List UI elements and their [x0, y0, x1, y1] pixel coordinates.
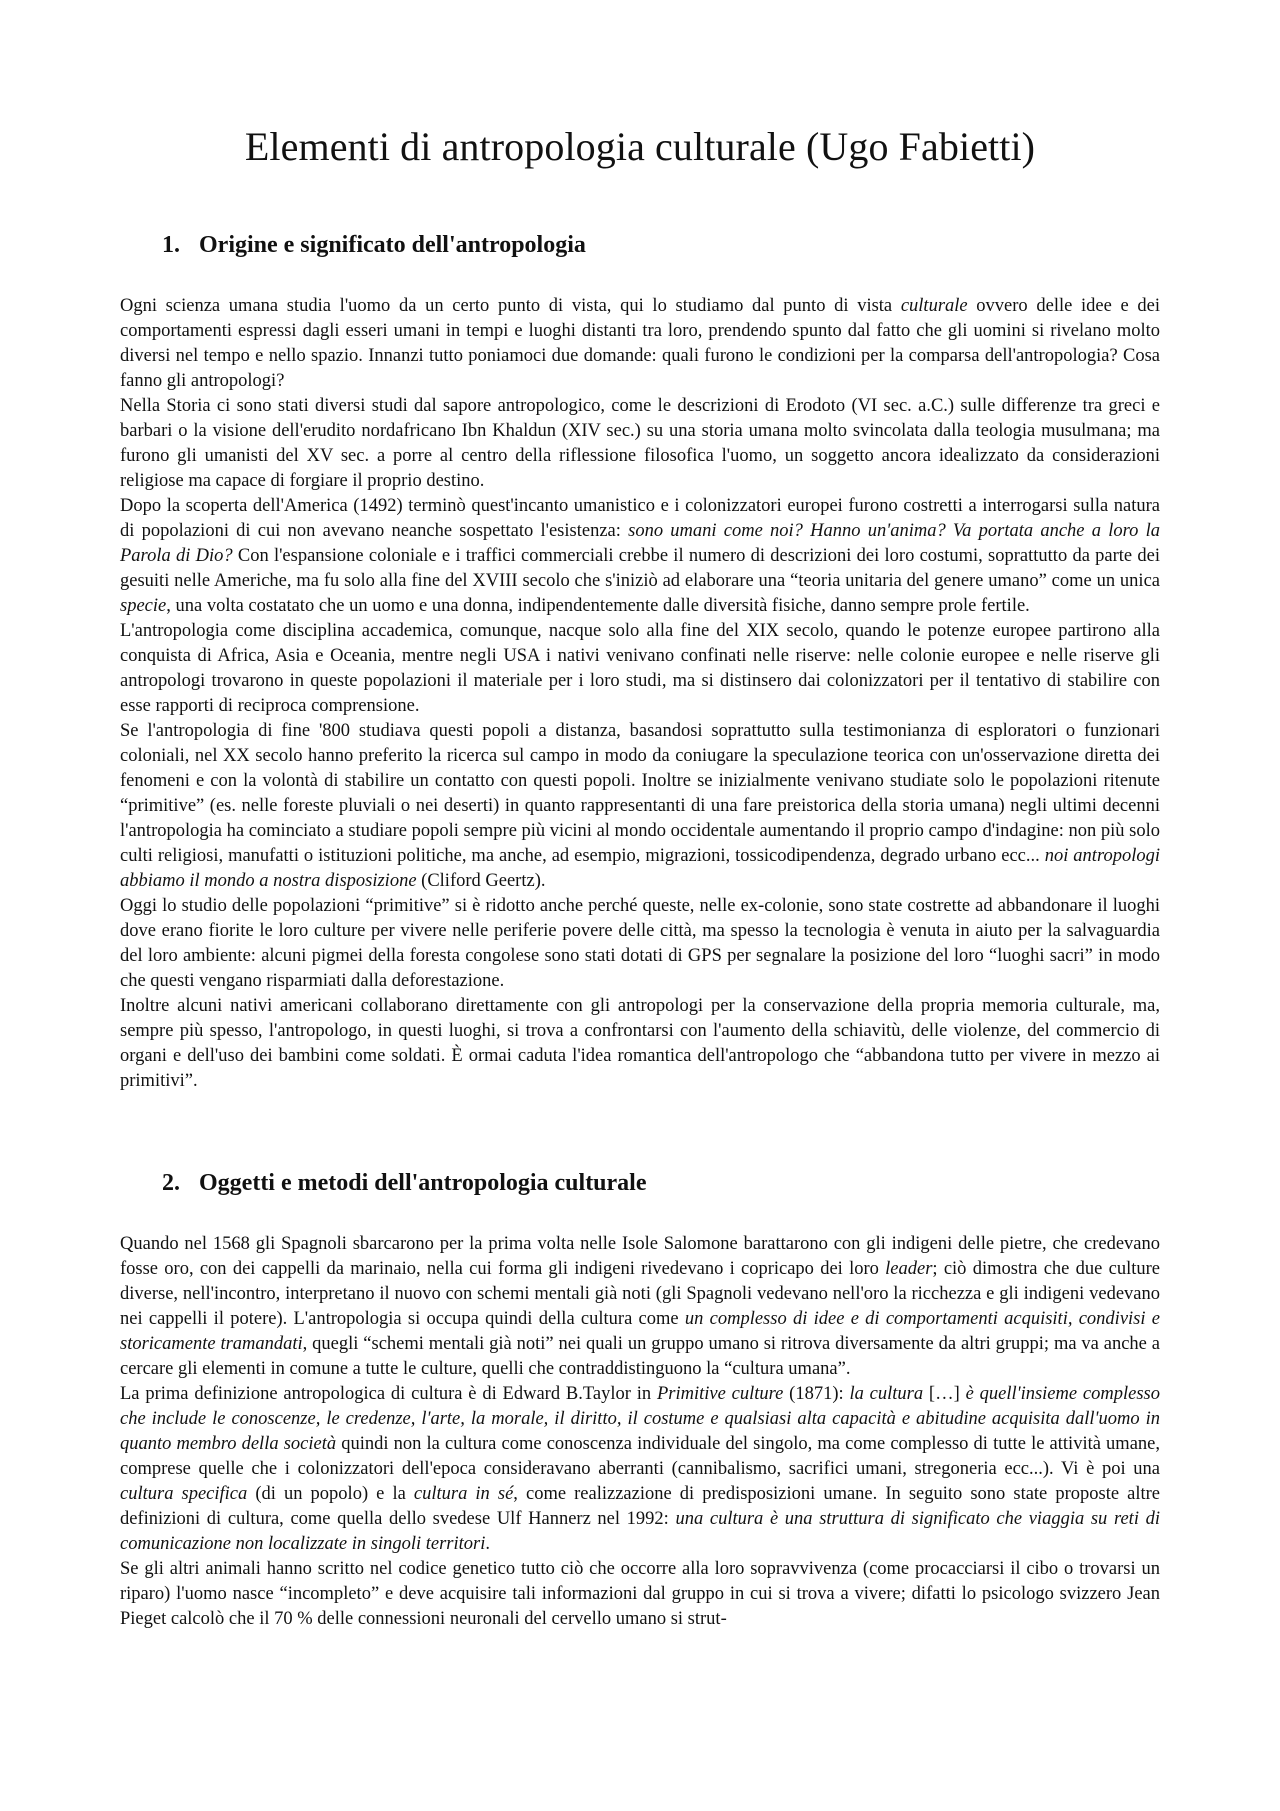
paragraph-text: Ogni scienza umana studia l'uomo da un certo punto di vista, qui lo studiamo dal punto di vista: [120, 296, 901, 316]
paragraph: [120, 1557, 1160, 1632]
paragraph-text: (Cliford Geertz).: [416, 871, 546, 891]
paragraph: [120, 294, 1160, 394]
paragraph-text: Se l'antropologia di fine '800 studiava questi popoli a distanza, basandosi soprattutto sulla testimonianza di esploratori o funzionari coloniali, nel XX secolo hanno preferito la ricerca sul campo in modo da coniugare la speculazione teorica con un'osservazione diretta dei fenomeni e con la volontà di stabilire un contatto con questi popoli. Inoltre se inizialmente venivano studiate solo le popolazioni ritenute “primitive” (es. nelle foreste pluviali o nei deserti) in quanto rappresentanti di una fare preistorica della storia umana) negli ultimi decenni l'antropologia ha cominciato a studiare popoli sempre più vicini al mondo occidentale aumentando il proprio campo d'indagine: non più solo culti religiosi, manufatti o istituzioni politiche, ma anche, ad esempio, migrazioni, tossicodipendenza, degrado urbano ecc...: [120, 721, 1160, 866]
section-title: Oggetti e metodi dell'antropologia culturale: [199, 1170, 647, 1196]
italic-text: leader: [885, 1259, 933, 1279]
section-body-2: [120, 1232, 1160, 1632]
document-title: Elementi di antropologia culturale (Ugo Fabietti): [244, 124, 1036, 169]
italic-text: è quell'insieme complesso che include le conoscenze, le credenze, l'arte, la morale, il diritto, il costume e qualsiasi alta capacità e abitudine acquisita dall'uomo in quanto membro della società: [120, 1384, 1160, 1454]
paragraph-text: , una volta costatato che un uomo e una donna, indipendentemente dalle diversità fisiche, danno sempre prole fertile.: [166, 596, 1030, 616]
paragraph-text: Nella Storia ci sono stati diversi studi dal sapore antropologico, come le descrizioni di Erodoto (VI sec. a.C.) sulle differenze tra greci e barbari o la visione dell'erudito nordafricano Ibn Khaldun (XIV sec.) su una storia umana molto svincolata dalla teologia musulmana; ma furono gli umanisti del XV sec. a porre al centro della riflessione filosofica l'uomo, un soggetto ancora idealizzato da considerazioni religiose ma capace di forgiare il proprio destino.: [120, 396, 1160, 491]
section-number: 2.: [162, 1170, 180, 1196]
paragraph: [120, 719, 1160, 894]
paragraph-text: ovvero delle idee e dei comportamenti espressi dagli esseri umani in tempi e luoghi distanti tra loro, prendendo spunto dal fatto che gli uomini si rivelano molto diversi nel tempo e nello spazio. Innanzi tutto poniamoci due domande: quali furono le condizioni per la comparsa dell'antropologia? Cosa fanno gli antropologi?: [120, 296, 1160, 391]
italic-text: una cultura è una struttura di significato che viaggia su reti di comunicazione non localizzate in singoli territori: [120, 1509, 1160, 1554]
italic-text: cultura in sé: [413, 1484, 514, 1504]
paragraph: [120, 494, 1160, 619]
paragraph: [120, 1232, 1160, 1382]
italic-text: cultura specifica: [120, 1484, 248, 1504]
paragraph-text: ; ciò dimostra che due culture diverse, nell'incontro, interpretano il nuovo con schemi mentali già noti (gli Spagnoli vedevano nell'oro la ricchezza e gli indigeni vedevano nei cappelli il potere). L'antropologia si occupa quindi della cultura come: [120, 1259, 1160, 1329]
paragraph: [120, 894, 1160, 994]
paragraph: [120, 994, 1160, 1094]
paragraph-text: Inoltre alcuni nativi americani collaborano direttamente con gli antropologi per la conservazione della propria memoria culturale, ma, sempre più spesso, l'antropologo, in questi luoghi, si trova a confrontarsi con l'aumento della schiavitù, delle violenze, del commercio di organi e dell'uso dei bambini come soldati. È ormai caduta l'idea romantica dell'antropologo che “abbandona tutto per vivere in mezzo ai primitivi”.: [120, 996, 1160, 1091]
paragraph-text: .: [485, 1534, 490, 1554]
italic-text: un complesso di idee e di comportamenti acquisiti, condivisi e storicamente tramandati: [120, 1309, 1160, 1354]
paragraph-text: La prima definizione antropologica di cultura è di Edward B.Taylor in: [120, 1384, 657, 1404]
italic-text: culturale: [900, 296, 968, 316]
section-number: 1.: [162, 232, 180, 258]
paragraph-text: L'antropologia come disciplina accademica, comunque, nacque solo alla fine del XIX secolo, quando le potenze europee partirono alla conquista di Africa, Asia e Oceania, mentre negli USA i nativi venivano confinati nelle riserve: nelle colonie europee e nelle riserve gli antropologi trovarono in queste popolazioni il materiale per i loro studi, ma si distinsero dai colonizzatori per il tentativo di stabilire con esse rapporti di reciproca comprensione.: [120, 621, 1160, 716]
italic-text: noi antropologi abbiamo il mondo a nostra disposizione: [120, 846, 1160, 891]
paragraph-text: , come realizzazione di predisposizioni umane. In seguito sono state proposte altre definizioni di cultura, come quella dello svedese Ulf Hannerz nel 1992:: [120, 1484, 1160, 1529]
section-heading-2: [120, 1166, 1160, 1200]
paragraph-text: (di un popolo) e la: [247, 1484, 414, 1504]
italic-text: sono umani come noi? Hanno un'anima? Va portata anche a loro la Parola di Dio?: [120, 521, 1160, 566]
paragraph-text: quindi non la cultura come conoscenza individuale del singolo, ma come complesso di tutte le attività umane, comprese quelle che i colonizzatori dell'epoca consideravano aberranti (cannibalismo, sacrifici umani, stregoneria ecc...). Vi è poi una: [120, 1434, 1160, 1479]
paragraph-text: Quando nel 1568 gli Spagnoli sbarcarono per la prima volta nelle Isole Salomone barattarono con gli indigeni delle pietre, che credevano fosse oro, con dei cappelli da marinaio, nella cui forma gli indigeni rivedevano i copricapo dei loro: [120, 1234, 1160, 1279]
section-title: Origine e significato dell'antropologia: [199, 232, 586, 258]
paragraph-text: Dopo la scoperta dell'America (1492) terminò quest'incanto umanistico e i colonizzatori europei furono costretti a interrogarsi sulla natura di popolazioni di cui non avevano neanche sospettato l'esistenza:: [120, 496, 1160, 541]
paragraph-text: Oggi lo studio delle popolazioni “primitive” si è ridotto anche perché queste, nelle ex-colonie, sono state costrette ad abbandonare il luoghi dove erano fiorite le loro culture per vivere nelle periferie povere delle città, ma spesso la tecnologia è venuta in aiuto per la salvaguardia del loro ambiente: alcuni pigmei della foresta congolese sono stati dotati di GPS per segnalare la posizione del loro “luoghi sacri” in modo che questi vengano risparmiati dalla deforestazione.: [120, 896, 1160, 991]
italic-text: specie: [120, 596, 167, 616]
paragraph: [120, 619, 1160, 719]
italic-text: la cultura: [849, 1384, 924, 1404]
paragraph: [120, 394, 1160, 494]
paragraph-text: Se gli altri animali hanno scritto nel codice genetico tutto ciò che occorre alla loro sopravvivenza (come procacciarsi il cibo o trovarsi un riparo) l'uomo nasce “incompleto” e deve acquisire tali informazioni dal gruppo in cui si trova a vivere; difatti lo psicologo svizzero Jean Pieget calcolò che il 70 % delle connessioni neuronali del cervello umano si strut-: [120, 1559, 1160, 1629]
paragraph-text: (1871):: [783, 1384, 850, 1404]
section-body-1: [120, 294, 1160, 1094]
paragraph-text: , quegli “schemi mentali già noti” nei quali un gruppo umano si ritrova diversamente da altri gruppi; ma va anche a cercare gli elementi in comune a tutte le culture, quelli che contraddistinguono la “cultura umana”.: [120, 1334, 1160, 1379]
section-heading-1: [120, 228, 1160, 262]
paragraph-text: […]: [923, 1384, 966, 1404]
paragraph: [120, 1382, 1160, 1557]
paragraph-text: Con l'espansione coloniale e i traffici commerciali crebbe il numero di descrizioni dei loro costumi, soprattutto da parte dei gesuiti nelle Americhe, ma fu solo alla fine del XVIII secolo che s'iniziò ad elaborare una “teoria unitaria del genere umano” come un unica: [120, 546, 1160, 591]
italic-text: Primitive culture: [656, 1384, 784, 1404]
